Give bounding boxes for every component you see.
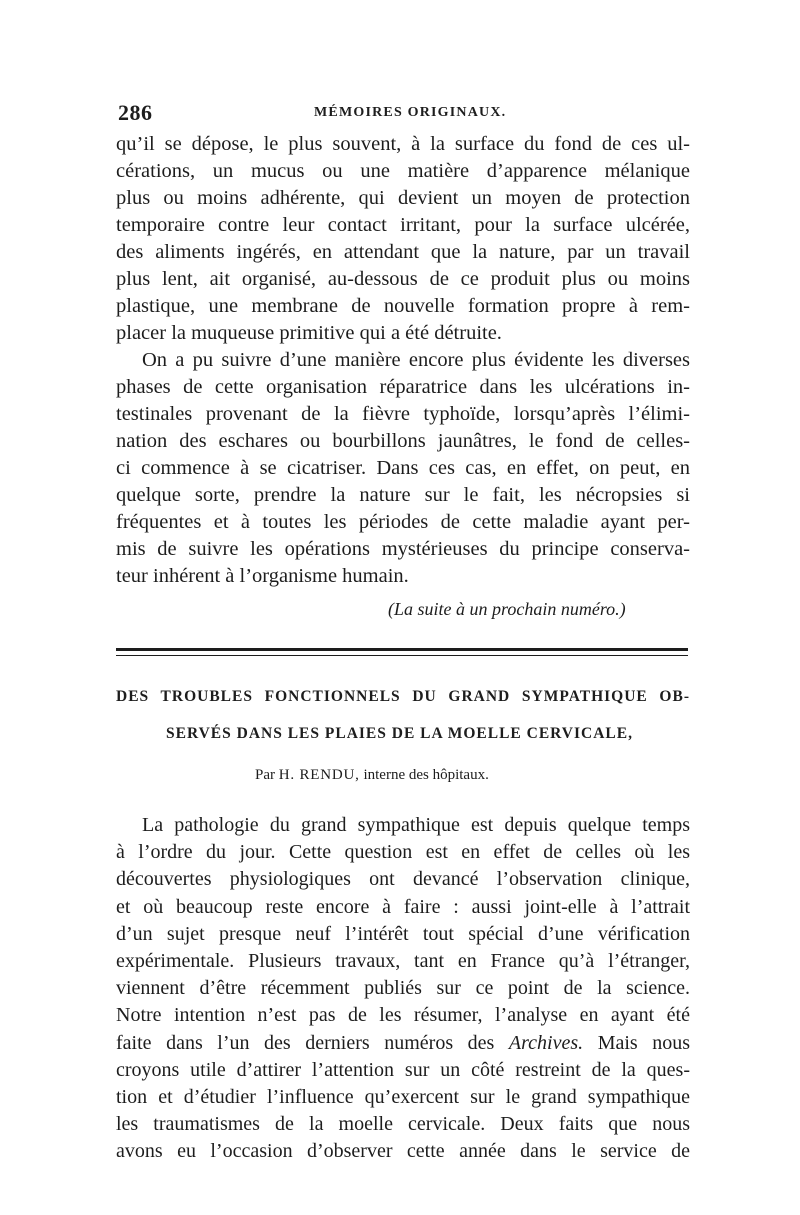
byline-prefix: Par — [255, 767, 275, 783]
text-line: et où beaucoup reste encore à faire : aussi joint-elle à l’attrait — [116, 895, 690, 918]
text-line: nation des eschares ou bourbillons jaunâtres, le fond de celles- — [116, 430, 690, 452]
text-line: avons eu l’occasion d’observer cette année dans le service de — [116, 1140, 690, 1163]
article-title-line: DES TROUBLES FONCTIONNELS DU GRAND SYMPATHIQUE OB- — [116, 688, 690, 705]
text-line: quelque sorte, prendre la nature sur le fait, les nécropsies si — [116, 484, 690, 506]
text-line: teur inhérent à l’organisme humain. — [116, 565, 409, 587]
text-line: les traumatismes de la moelle cervicale. Deux faits que nous — [116, 1113, 690, 1136]
text-line: On a pu suivre d’une manière encore plus évidente les diverses — [142, 349, 690, 371]
text-line: expérimentale. Plusieurs travaux, tant en France qu’à l’étranger, — [116, 949, 690, 972]
text-line: cérations, un mucus ou une matière d’apparence mélanique — [116, 160, 690, 182]
continued-paragraph — [116, 131, 690, 347]
text-line: des aliments ingérés, en attendant que la nature, par un travail — [116, 241, 690, 263]
article-title-line: SERVÉS DANS LES PLAIES DE LA MOELLE CERVICALE, — [166, 725, 633, 742]
text-line: La pathologie du grand sympathique est depuis quelque temps — [142, 814, 690, 836]
text-line: découvertes physiologiques ont devancé l’observation clinique, — [116, 868, 690, 891]
text-line: qu’il se dépose, le plus souvent, à la surface du fond de ces ul- — [116, 133, 690, 155]
text-line: viennent d’être récemment publiés sur ce point de la science. — [116, 977, 690, 1000]
text-segment: Mais nous — [597, 1031, 690, 1054]
section-divider-thin — [116, 655, 688, 656]
running-header — [118, 100, 688, 124]
author-name: H. RENDU, — [278, 767, 360, 783]
text-line: plus lent, ait organisé, au-dessous de ce produit plus ou moins — [116, 268, 690, 290]
text-line: placer la muqueuse primitive qui a été détruite. — [116, 322, 502, 344]
text-line: à l’ordre du jour. Cette question est en effet de celles où les — [116, 841, 690, 864]
section-divider — [116, 648, 688, 651]
page-number: 286 — [118, 100, 153, 125]
text-line-archives — [116, 1030, 690, 1057]
text-line: phases de cette organisation réparatrice dans les ulcérations in- — [116, 376, 690, 398]
text-line: mis de suivre les opérations mystérieuses du principe conserva- — [116, 538, 690, 560]
text-line: temporaire contre leur contact irritant, pour la surface ulcérée, — [116, 214, 690, 236]
byline — [255, 767, 489, 784]
text-line: ci commence à se cicatriser. Dans ces cas, en effet, on peut, en — [116, 457, 690, 479]
text-line: testinales provenant de la fièvre typhoïde, lorsqu’après l’élimi- — [116, 403, 690, 425]
text-line: plastique, une membrane de nouvelle formation propre à rem- — [116, 295, 690, 317]
archives-journal-title: Archives. — [508, 1031, 584, 1054]
text-line: croyons utile d’attirer l’attention sur un côté restreint de la ques- — [116, 1058, 690, 1081]
text-line: fréquentes et à toutes les périodes de cette maladie ayant per- — [116, 511, 690, 533]
article-body — [116, 812, 690, 1165]
text-segment: faite dans l’un des derniers numéros des — [116, 1031, 495, 1054]
continuation-note: (La suite à un prochain numéro.) — [388, 599, 626, 619]
text-line: Notre intention n’est pas de les résumer, l’analyse en ayant été — [116, 1004, 690, 1027]
running-title: MÉMOIRES ORIGINAUX. — [314, 105, 507, 120]
text-line: plus ou moins adhérente, qui devient un moyen de protection — [116, 187, 690, 209]
author-role: interne des hôpitaux. — [363, 767, 489, 783]
text-line: d’un sujet presque neuf l’intérêt tout spécial d’une vérification — [116, 922, 690, 945]
second-paragraph — [116, 347, 690, 590]
text-line: tion et d’étudier l’influence qu’exercent sur le grand sympathique — [116, 1085, 690, 1108]
